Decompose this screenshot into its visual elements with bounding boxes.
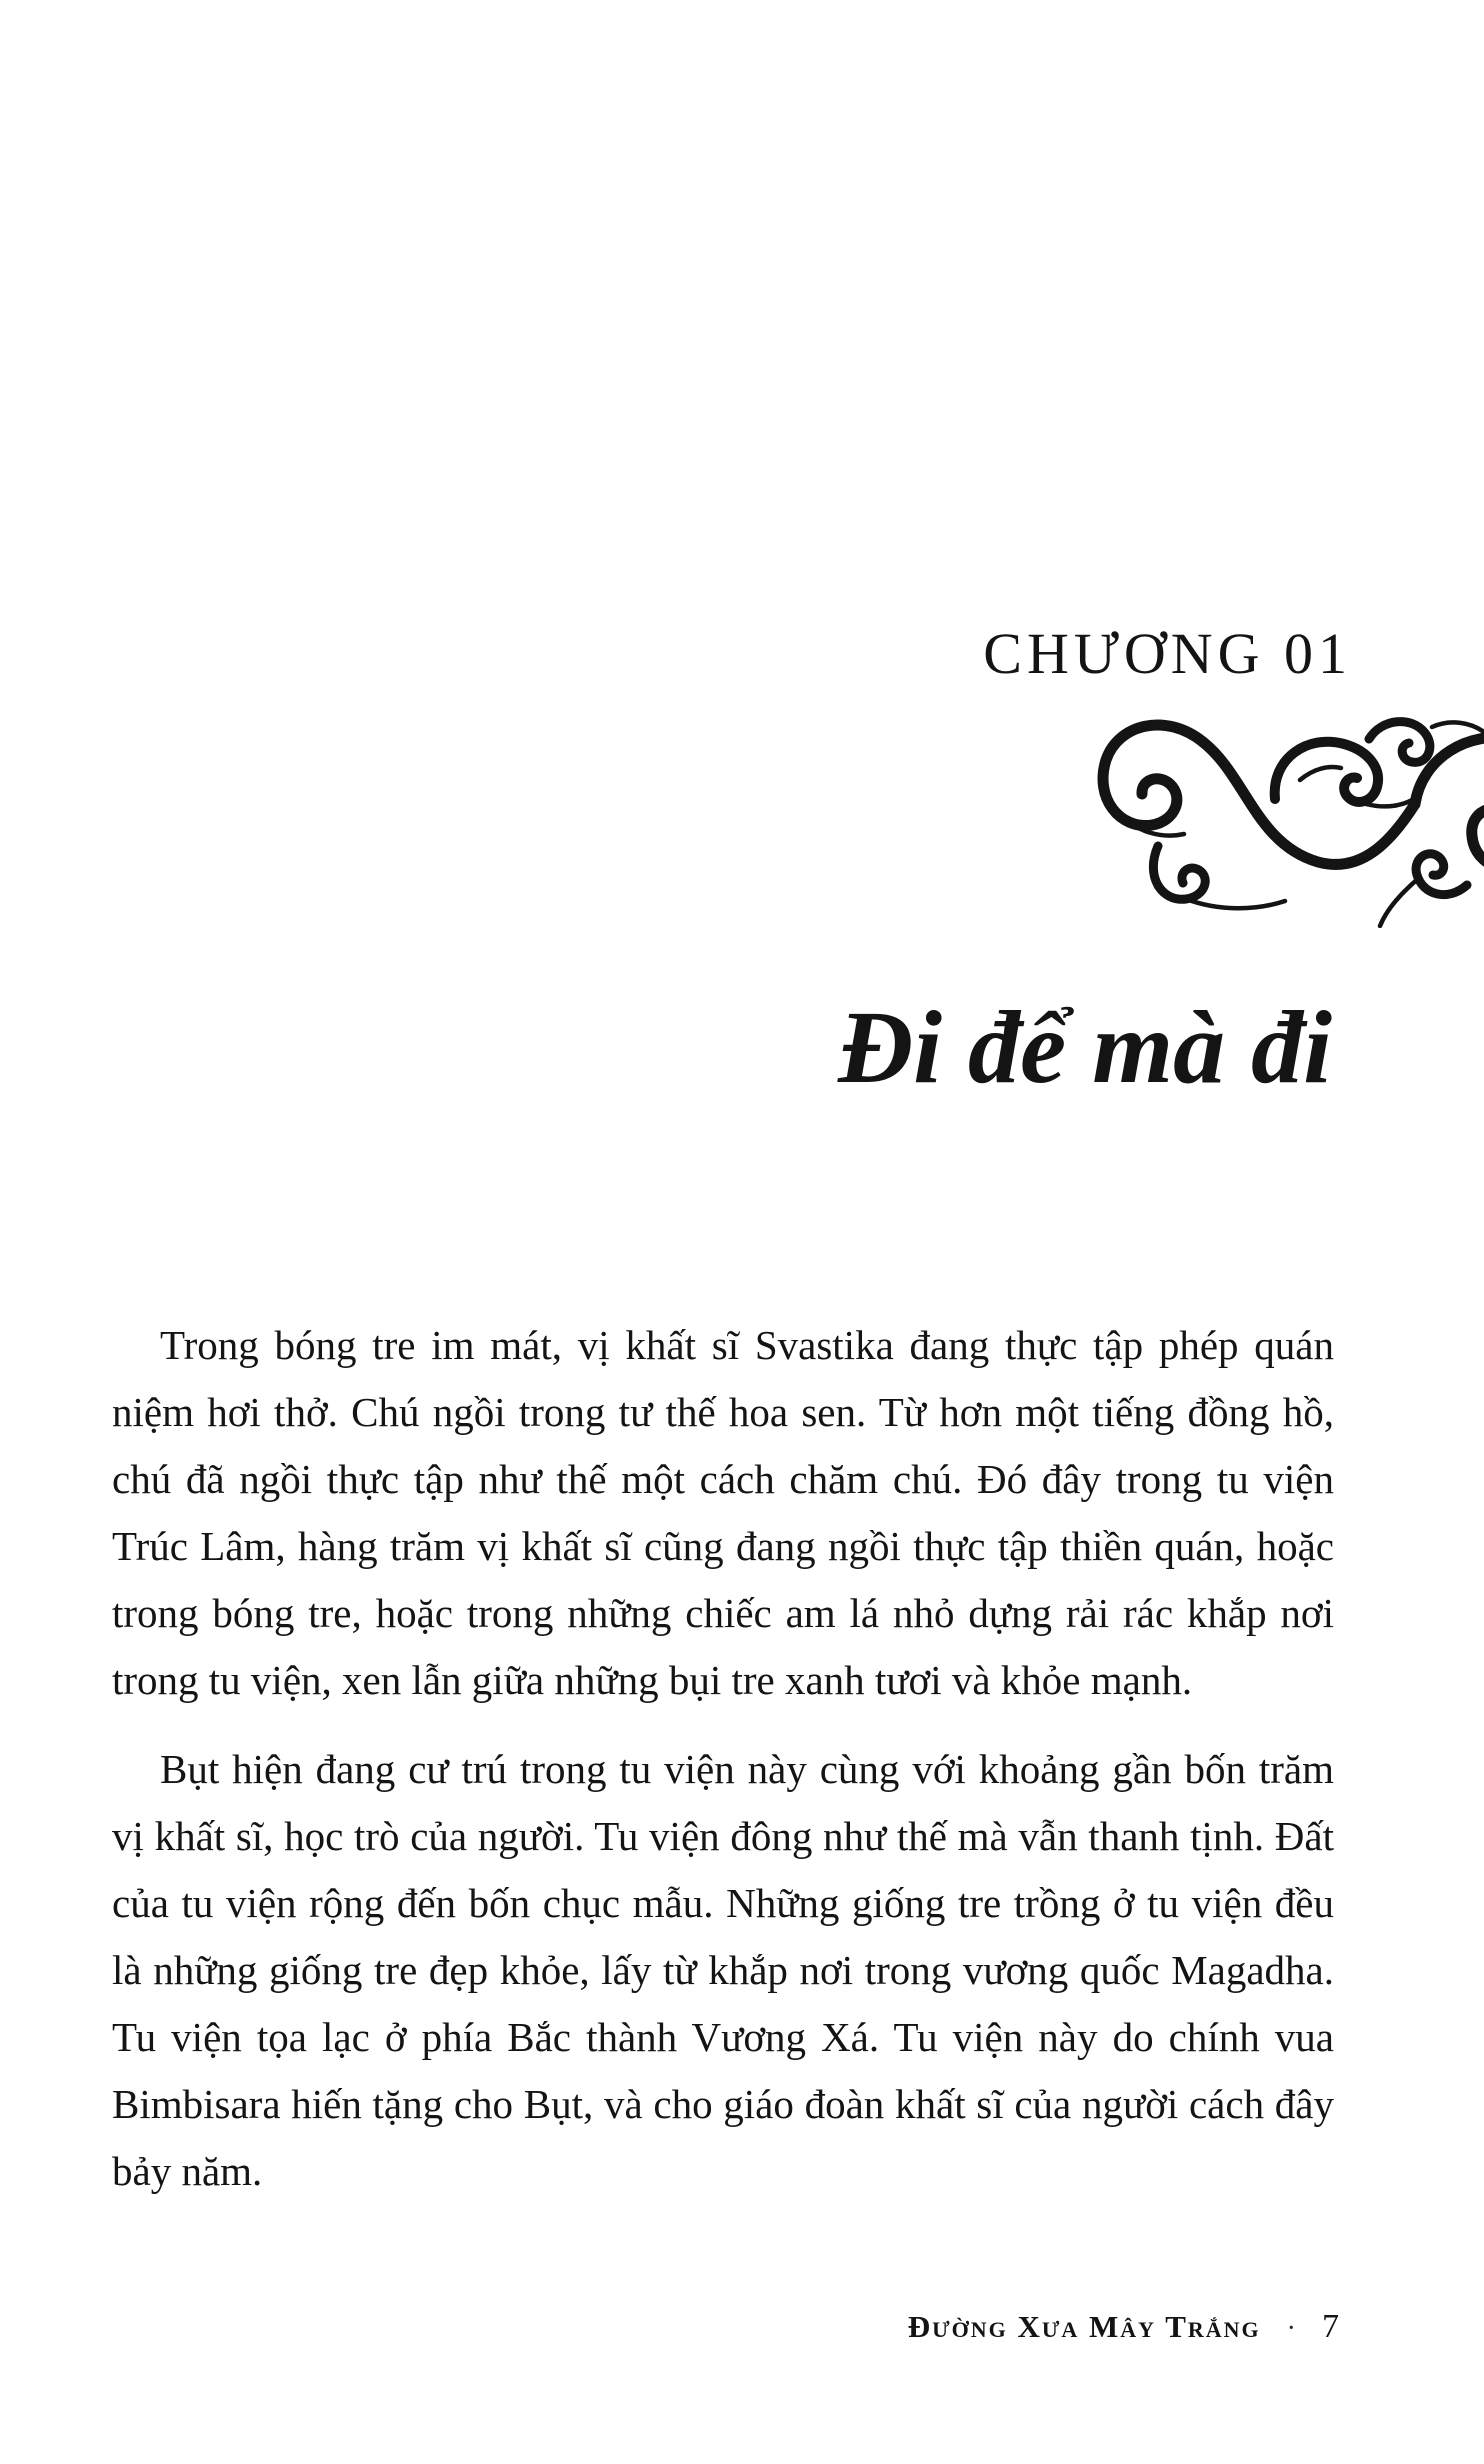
chapter-title: Đi để mà đi <box>838 990 1332 1105</box>
body-paragraph: Bụt hiện đang cư trú trong tu viện này cùng với khoảng gần bốn trăm vị khất sĩ, học trò của người. Tu viện đông như thế mà vẫn thanh tịnh. Đất của tu viện rộng đến bốn chục mẫu. Những giống tre trồng ở tu viện đều là những giống tre đẹp khỏe, lấy từ khắp nơi trong vương quốc Magadha. Tu viện tọa lạc ở phía Bắc thành Vương Xá. Tu viện này do chính vua Bimbisara hiến tặng cho Bụt, và cho giáo đoàn khất sĩ của người cách đây bảy năm. <box>112 1746 1334 2194</box>
footer-separator: · <box>1286 2313 1296 2344</box>
cloud-swirl-flourish-icon <box>1070 698 1484 928</box>
body-paragraph: Trong bóng tre im mát, vị khất sĩ Svastika đang thực tập phép quán niệm hơi thở. Chú ngồi trong tư thế hoa sen. Từ hơn một tiếng đồng hồ, chú đã ngồi thực tập như thế một cách chăm chú. Đó đây trong tu viện Trúc Lâm, hàng trăm vị khất sĩ cũng đang ngồi thực tập thiền quán, hoặc trong bóng tre, hoặc trong những chiếc am lá nhỏ dựng rải rác khắp nơi trong tu viện, xen lẫn giữa những bụi tre xanh tươi và khỏe mạnh. <box>112 1322 1334 1703</box>
body-text-block <box>112 1312 1334 2205</box>
page-number: 7 <box>1322 2308 1339 2345</box>
chapter-label: CHƯƠNG 01 <box>983 621 1352 686</box>
page-footer <box>908 2308 1339 2346</box>
running-title: Đường Xưa Mây Trắng <box>907 2309 1261 2344</box>
